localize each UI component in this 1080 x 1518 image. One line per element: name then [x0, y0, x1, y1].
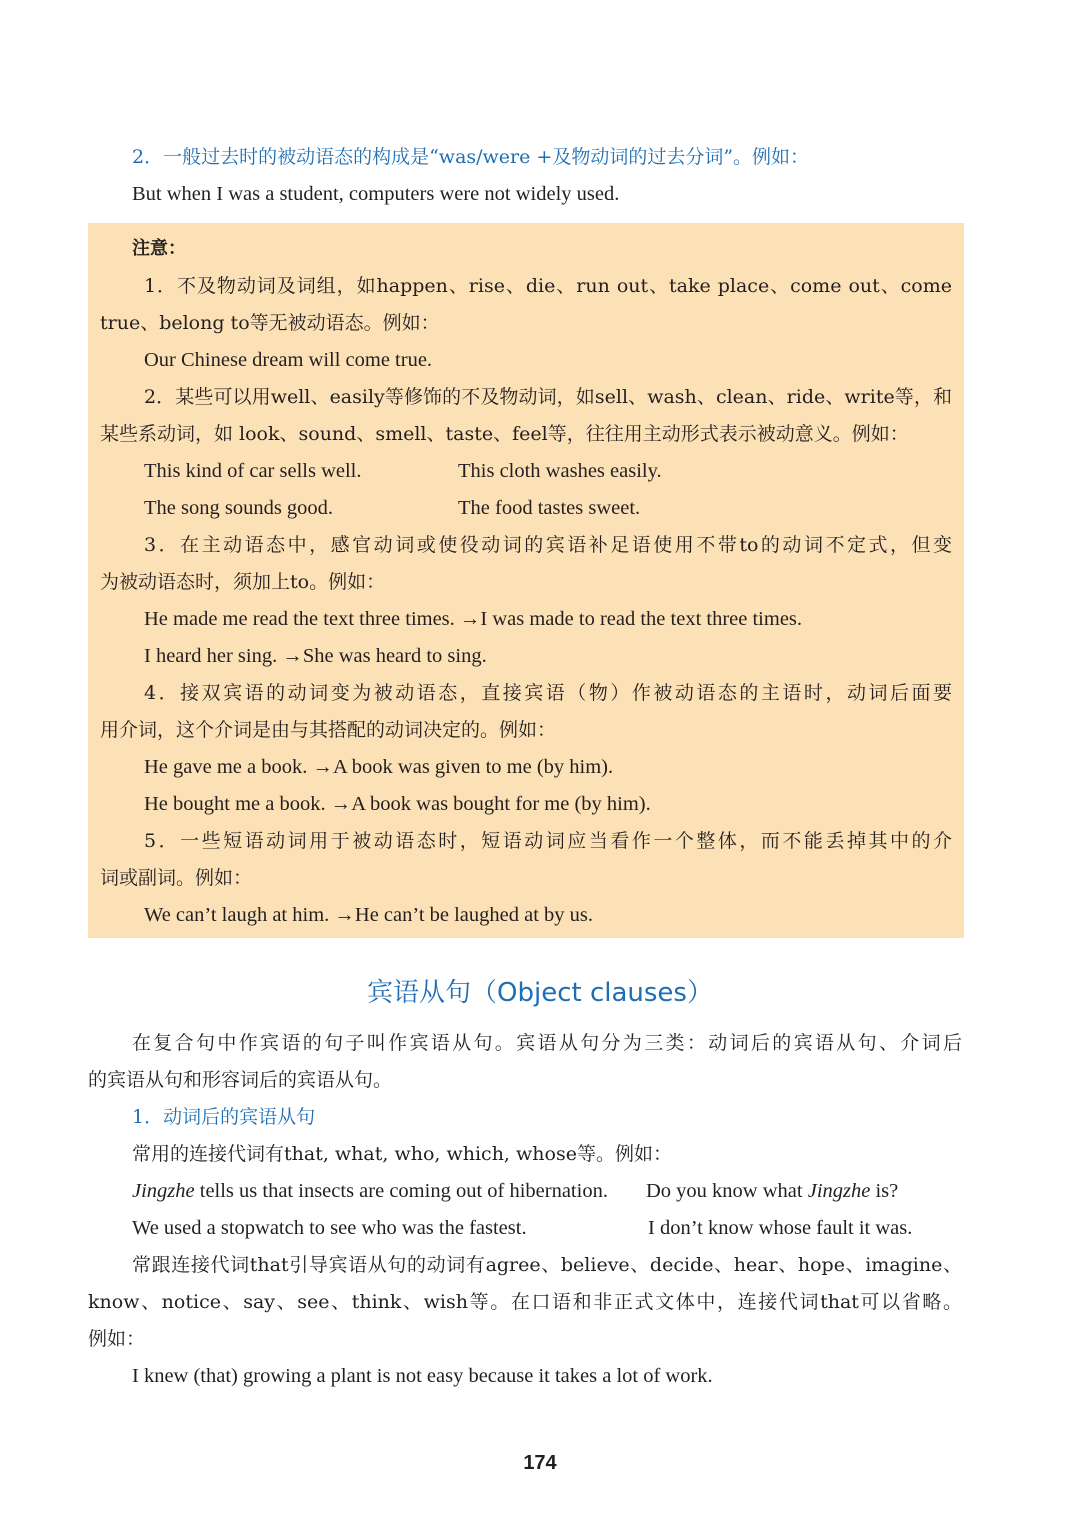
note-item-5-line-2: 词或副词。例如：: [100, 867, 253, 889]
note-item-4-line-1: 4．接双宾语的动词变为被动语态，直接宾语（物）作被动语态的主语时，动词后面要: [144, 682, 952, 704]
that-example: I knew (that) growing a plant is not easy because it takes a lot of work.: [132, 1365, 713, 1387]
note-item-2-example-1a: This kind of car sells well.: [144, 460, 362, 482]
example-2b: I don’t know whose fault it was.: [648, 1217, 913, 1239]
note-item-4-line-2: 用介词，这个介词是由与其搭配的动词决定的。例如：: [100, 719, 557, 741]
note-item-5-line-1: 5．一些短语动词用于被动语态时，短语动词应当看作一个整体，而不能丢掉其中的介: [144, 830, 952, 852]
note-item-5-example: We can’t laugh at him. →He can’t be laughed at by us.: [144, 904, 594, 926]
example-1a-text: tells us that insects are coming out of hibernation.: [194, 1180, 608, 1202]
example-2a: We used a stopwatch to see who was the fastest.: [132, 1217, 527, 1239]
note-item-3-example-2: I heard her sing. →She was heard to sing.: [144, 645, 487, 667]
note-item-2-line-1: 2．某些可以用well、easily等修饰的不及物动词，如sell、wash、clean、ride、write等，和: [144, 386, 952, 408]
example-1b-pre: Do you know what: [646, 1180, 808, 1202]
object-intro-line-2: 的宾语从句和形容词后的宾语从句。: [88, 1069, 393, 1091]
note-item-3-line-1: 3．在主动语态中，感官动词或使役动词的宾语补足语使用不带to的动词不定式，但变: [144, 534, 952, 556]
rule-2-heading: 2．一般过去时的被动语态的构成是“was/were +及物动词的过去分词”。例如：: [132, 146, 810, 168]
note-item-2-example-1b: This cloth washes easily.: [458, 460, 662, 482]
page-number: 174: [523, 1452, 557, 1474]
that-verbs-line-1: 常跟连接代词that引导宾语从句的动词有agree、believe、decide、hear、hope、imagine、: [132, 1254, 962, 1276]
note-item-2-example-2a: The song sounds good.: [144, 497, 334, 519]
note-item-2-line-2: 某些系动词，如 look、sound、smell、taste、feel等，往往用主动形式表示被动意义。例如：: [100, 423, 909, 445]
note-item-1-line-2: true、belong to等无被动语态。例如：: [100, 312, 440, 334]
conjunction-pronouns-line: 常用的连接代词有that, what, who, which, whose等。例如：: [132, 1143, 672, 1165]
rule-2-example: But when I was a student, computers were not widely used.: [132, 183, 620, 205]
note-item-4-example-2: He bought me a book. →A book was bought for me (by him).: [144, 793, 651, 815]
term-italic: Jingzhe: [132, 1180, 195, 1202]
object-intro-line-1: 在复合句中作宾语的句子叫作宾语从句。宾语从句分为三类：动词后的宾语从句、介词后: [132, 1032, 962, 1054]
example-1b-post: is?: [870, 1180, 899, 1202]
note-item-1-example: Our Chinese dream will come true.: [144, 349, 433, 371]
note-item-3-example-1: He made me read the text three times. →I was made to read the text three times.: [144, 608, 803, 630]
note-item-1-line-1: 1．不及物动词及词组，如happen、rise、die、run out、take place、come out、come: [144, 275, 952, 297]
note-item-3-line-2: 为被动语态时，须加上to。例如：: [100, 571, 386, 593]
example-1b: [646, 1178, 898, 1204]
section-heading-object-clauses: 宾语从句（Object clauses）: [367, 978, 713, 1008]
note-item-4-example-1: He gave me a book. →A book was given to me (by him).: [144, 756, 614, 778]
example-1a: [132, 1178, 608, 1204]
note-title: 注意：: [132, 238, 186, 259]
that-verbs-line-3: 例如：: [88, 1328, 146, 1350]
subheading-verb-object-clauses: 1．动词后的宾语从句: [132, 1106, 316, 1128]
note-item-2-example-2b: The food tastes sweet.: [458, 497, 641, 519]
that-verbs-line-2: know、notice、say、see、think、wish等。在口语和非正式文体中，连接代词that可以省略。: [88, 1291, 962, 1313]
term-italic: Jingzhe: [807, 1180, 871, 1202]
